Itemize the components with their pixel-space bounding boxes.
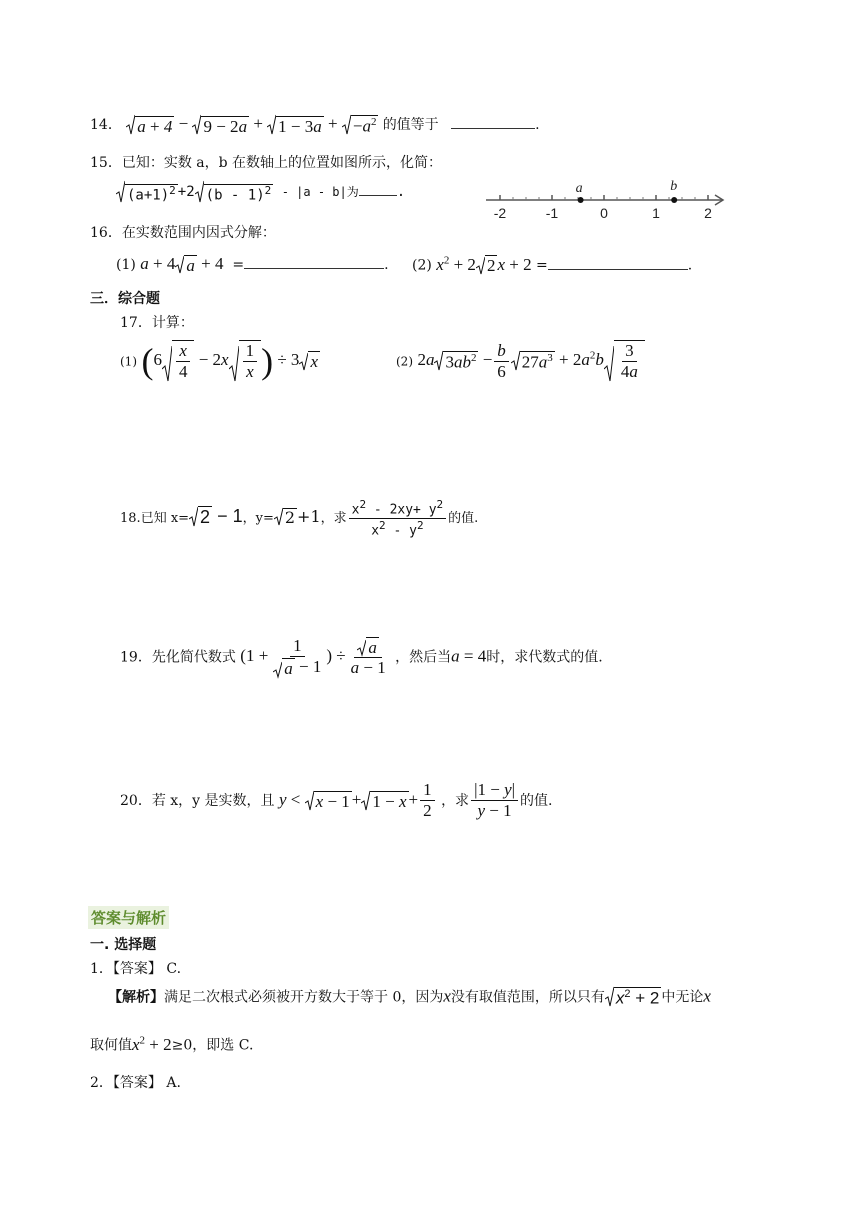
a1-expl-d: 取何值 [90,1037,132,1054]
q16-text: 在实数范围内因式分解： [121,225,276,241]
number-line-point-a [578,197,584,203]
q16-part1-label: (1) [116,257,136,273]
a2-label: 【答案】 [112,1075,162,1091]
number-line-label-b: b [670,179,678,194]
question-16 [90,222,276,242]
q16-part2: (2) $x^2 + 2$ 2 x + 2 = . [412,254,693,276]
q15-number: 15． [90,155,122,171]
a1-expl-c: 中无论 [661,989,704,1006]
q18-text-a: 已知 x= [140,510,190,526]
q18-text-c: ，求 [320,510,347,526]
q16-part2-blank[interactable] [548,269,688,270]
answer-1-explanation: 【解析】满足二次根式必须被开方数大于等于 0，因为x没有取值范围，所以只有 $x^2 + 2$ 中无论x [108,986,711,1008]
number-line-tick-label: -2 [493,205,507,221]
q18-text-b: ，y= [242,510,274,526]
q20-text: 若 x，y 是实数，且 [151,792,275,809]
q14-answer-blank[interactable] [451,128,535,129]
answer-1-explanation-line2: 取何值$x^2 + 2\ge 0$，即选 C. [90,1034,254,1054]
a1-expl-e: ≥0，即选 C. [171,1037,254,1054]
q16-number: 16． [90,225,122,241]
q17-part2: (2) 2a $3ab^2$ − $\frac{b}{6}$ $27a^3$ + $2a^2b$ $\frac{3}{4a}$ [396,340,645,383]
q15-answer-blank[interactable] [359,195,397,196]
number-line-tick-label: -1 [545,205,559,221]
question-19: 19．先化简代数式 (1 + 1 a − 1 ) ÷ $\frac{a}{a - 1}$ ，然后当a = 4时，求代数式的值. [120,636,603,679]
number-line-tick-label: 1 [652,205,660,221]
a1-label: 【答案】 [112,961,162,977]
q17-part1-label: (1) [120,354,137,369]
number-line [482,178,732,222]
number-line-label-a: a [575,181,583,196]
a1-number: 1． [90,961,113,977]
question-20: 20．若 x，y 是实数，且 y < x − 1 + 1 − x + $\frac{1}{2}$ ，求 $\frac{|1 - y|}{y - 1}$ 的值. [120,780,553,821]
q18-suffix: 的值. [448,510,479,526]
q15-expr-tail: - |a - b|为 [281,185,359,199]
q14-expression: a + 4 − 9 − 2a + 1 − 3a + $-a^2$ [126,114,382,133]
question-18: 18.已知 x= 2 − 1，y= 2 +1，求 $\frac{x^2 - 2xy+ y^2}{x^2 - y^2}$ 的值. [120,498,479,539]
question-15 [90,152,442,172]
a2-number: 2． [90,1075,113,1091]
a1-expl-a: 满足二次根式必须被开方数大于等于 0，因为 [164,989,444,1006]
q16-part2-label: (2) [412,257,432,274]
q16-part1: (1) a + 4 a + 4 = . [116,254,389,275]
number-line-tick-label: 2 [704,205,712,221]
q19-mid: ，然后当 [395,649,452,666]
q16-part2-eq: = [536,257,548,274]
answer-2 [90,1072,181,1092]
answers-section-1: 一. 选择题 [90,937,157,953]
q20-suffix: 的值. [520,792,553,809]
number-line-point-b [671,197,677,203]
q16-part1-eq: = [232,257,245,273]
q16-part1-blank[interactable] [244,268,384,269]
q17-part1: (1) (6 $\frac{x}{4}$ − 2x $\frac{1}{x}$ ) ÷ 3 x [120,341,318,382]
a1-expl-label: 【解析】 [108,989,164,1006]
section-3-title: 三．综合题 [90,291,160,307]
question-14: 14． a + 4 − 9 − 2a + 1 − 3a + $-a^2$ 的值等于 . [90,114,540,136]
a1-value: C. [166,961,182,977]
q20-mid: ，求 [441,792,470,809]
q17-part2-label: (2) [396,354,413,369]
q20-number: 20． [120,792,152,809]
q18-number: 18. [120,510,141,526]
q14-number: 14． [90,117,122,133]
q14-suffix: 的值等于 [382,117,439,133]
q19-number: 19． [120,649,152,666]
q19-text: 先化简代数式 [151,649,236,666]
q17-title: 17．计算： [120,315,194,331]
q15-expression: $(a+1)^2$ +2 (b - 1)$^2$ - |a - b|为 . [116,180,405,204]
answers-title: 答案与解析 [88,906,169,929]
answer-1 [90,958,181,978]
a1-expl-b: 没有取值范围，所以只有 [450,989,605,1006]
q19-suffix: 时，求代数式的值. [486,649,603,666]
a2-value: A. [166,1075,181,1091]
q15-text: 已知：实数 a，b 在数轴上的位置如图所示，化简： [121,155,443,171]
number-line-tick-label: 0 [600,205,608,221]
